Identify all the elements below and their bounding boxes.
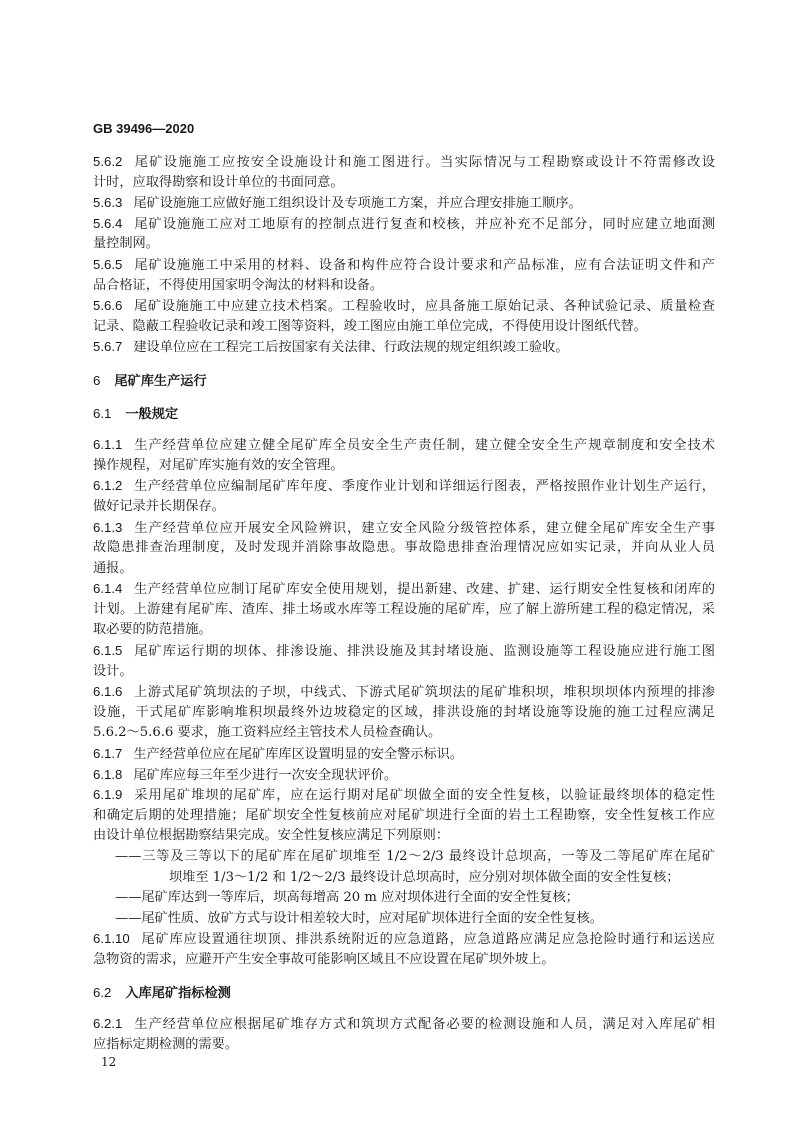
line-text: 生产经营单位应开展安全风险辨识，建立安全风险分级管控体系，建立健全尾矿库安全生产事 (133, 520, 715, 536)
clause-6.2.1 (93, 1014, 715, 1055)
page-number: 12 (101, 1055, 117, 1069)
text-line (93, 296, 715, 317)
text-line (93, 152, 715, 173)
clause-number: 6.2.1 (93, 1016, 123, 1032)
text-line (93, 214, 715, 235)
clause-5.6.6 (93, 296, 715, 337)
text-line (93, 435, 715, 456)
clause-number: 6.2 (93, 984, 112, 1000)
line-text: 生产经营单位应制订尾矿库安全使用规划，提出新建、改建、扩建、运行期安全性复核和闭库的 (133, 582, 715, 598)
clause-number: 6.1.2 (93, 478, 123, 494)
line-text: 设施，干式尾矿库影响堆积坝最终外边坡稳定的区域，排洪设施的封堵设施等设施的施工过程应满足 (93, 704, 715, 720)
line-text: 上游式尾矿筑坝法的子坝，中线式、下游式尾矿筑坝法的尾矿堆积坝，堆积坝坝体内预埋的排渗 (133, 685, 715, 701)
text-line (93, 703, 715, 724)
clause-number: 6.1.4 (93, 581, 123, 597)
clause-6.1.10 (93, 929, 715, 970)
line-text: 应指标定期检测的需要。 (93, 1036, 239, 1052)
line-text: 生产经营单位应在尾矿库库区设置明显的安全警示标识。 (133, 747, 464, 763)
clause-6.1.7 (93, 744, 715, 765)
document-body (93, 152, 715, 1055)
line-text: 尾矿设施施工中应建立技术档案。工程验收时，应具备施工原始记录、各种试验记录、质量检查 (133, 299, 715, 315)
line-text: 急物资的需求，应避开产生安全事故可能影响区域且不应设置在尾矿坝外坡上。 (93, 951, 555, 967)
clause-6.1.4 (93, 579, 715, 641)
text-line (93, 476, 715, 497)
clause-5.6.3 (93, 193, 715, 214)
clause-6.1.3 (93, 518, 715, 580)
standard-code-header: GB 39496—2020 (93, 121, 195, 136)
clause-number: 5.6.4 (93, 215, 123, 231)
section-heading-6.2 (93, 983, 715, 1004)
text-line (93, 950, 715, 971)
line-text: 生产经营单位应编制尾矿库年度、季度作业计划和详细运行图表，严格按照作业计划生产运行， (133, 479, 715, 495)
text-line (93, 929, 715, 950)
clause-number: 6.1.6 (93, 684, 123, 700)
list-item (93, 888, 715, 909)
line-text: 生产经营单位应建立健全尾矿库全员安全生产责任制，建立健全安全生产规章制度和安全技术 (133, 438, 715, 454)
clause-number: 5.6.5 (93, 256, 123, 272)
line-text: 生产经营单位应根据尾矿堆存方式和筑坝方式配备必要的检测设施和人员，满足对入库尾矿相 (133, 1017, 715, 1033)
clause-5.6.2 (93, 152, 715, 193)
line-text: 计时，应取得勘察和设计单位的书面同意。 (93, 174, 344, 190)
text-line (93, 868, 715, 889)
text-line (93, 641, 715, 662)
section-heading-6.1 (93, 404, 715, 425)
clause-6.1.1 (93, 435, 715, 476)
clause-number: 6.1.3 (93, 519, 123, 535)
clause-number: 6.1.10 (93, 931, 130, 947)
text-line (93, 785, 715, 806)
line-text: 坝堆至 1/3～1/2 和 1/2～2/3 最终设计总坝高时，应分别对坝体做全面的安全性复核； (169, 869, 680, 885)
text-line (93, 579, 715, 600)
line-text: 入库尾矿指标检测 (125, 985, 231, 1001)
clause-number: 6 (93, 372, 101, 388)
line-text: 故隐患排查治理制度，及时发现并消除事故隐患。事故隐患排查治理情况应如实记录，并向从业人员 (93, 540, 715, 556)
text-line (93, 518, 715, 539)
line-text: 量控制网。 (93, 236, 159, 252)
text-line (93, 888, 715, 909)
text-line (93, 806, 715, 827)
line-text: 尾矿库运行期的坝体、排渗设施、排洪设施及其封堵设施、监测设施等工程设施应进行施工图 (133, 644, 715, 660)
clause-number: 5.6.3 (93, 195, 123, 211)
clause-number: 6.1 (93, 405, 112, 421)
text-line (93, 538, 715, 559)
line-text: 通报。 (93, 560, 133, 576)
line-text: 尾矿设施施工应对工地原有的控制点进行复查和校核，并应补充不足部分，同时应建立地面测 (133, 216, 715, 232)
line-text: 采用尾矿堆坝的尾矿库，应在运行期对尾矿坝做全面的安全性复核，以验证最终坝体的稳定性 (133, 788, 715, 804)
clause-number: 6.1.8 (93, 766, 123, 782)
text-line (93, 983, 715, 1004)
line-text: 建设单位应在工程完工后按国家有关法律、行政法规的规定组织竣工验收。 (133, 340, 569, 356)
text-line (93, 255, 715, 276)
line-text: 取必要的防范措施。 (93, 622, 212, 638)
text-line (93, 723, 715, 744)
text-line (93, 317, 715, 338)
clause-6.1.5 (93, 641, 715, 682)
text-line (93, 173, 715, 194)
clause-6.1.9 (93, 785, 715, 847)
line-text: 品合格证，不得使用国家明令淘汰的材料和设备。 (93, 277, 384, 293)
text-line (93, 371, 715, 392)
text-line (93, 456, 715, 477)
text-line (93, 276, 715, 297)
line-text: 和确定后期的处理措施；尾矿坝安全性复核前应对尾矿坝进行全面的岩土工程勘察，安全性复核工作应 (93, 807, 715, 823)
line-text: 尾矿库应设置通往坝顶、排洪系统附近的应急道路，应急道路应满足应急抢险时通行和运送应 (140, 932, 715, 948)
clause-number: 6.1.9 (93, 787, 123, 803)
text-line (93, 559, 715, 580)
text-line (93, 662, 715, 683)
clause-5.6.4 (93, 214, 715, 255)
line-text: 记录、隐蔽工程验收记录和竣工图等资料，竣工图应由施工单位完成，不得使用设计图纸代替。 (93, 318, 647, 334)
clause-5.6.7 (93, 337, 715, 358)
line-text: 尾矿设施施工应按安全设施设计和施工图进行。当实际情况与工程勘察或设计不符需修改设 (133, 155, 715, 170)
clause-6.1.8 (93, 765, 715, 786)
line-text: 由设计单位根据勘察结果完成。安全性复核应满足下列原则： (93, 828, 450, 844)
clause-number: 5.6.6 (93, 298, 123, 314)
text-line (93, 600, 715, 621)
text-line (93, 847, 715, 868)
line-text: 尾矿设施施工中采用的材料、设备和构件应符合设计要求和产品标准，应有合法证明文件和产 (133, 257, 715, 273)
text-line (93, 682, 715, 703)
clause-number: 6.1.7 (93, 746, 123, 762)
line-text: ——尾矿性质、放矿方式与设计相差较大时，应对尾矿坝体进行全面的安全性复核。 (115, 910, 603, 926)
line-text: 尾矿库生产运行 (114, 373, 207, 389)
line-text: 尾矿设施施工应做好施工组织设计及专项施工方案，并应合理安排施工顺序。 (133, 196, 582, 212)
text-line (93, 1014, 715, 1035)
text-line (93, 826, 715, 847)
line-text: ——三等及三等以下的尾矿库在尾矿坝堆至 1/2～2/3 最终设计总坝高，一等及二等尾矿库在尾矿 (115, 849, 715, 864)
clause-number: 5.6.2 (93, 154, 123, 169)
text-line (93, 744, 715, 765)
text-line (93, 620, 715, 641)
line-text: 一般规定 (125, 406, 179, 422)
line-text: 做好记录并长期保存。 (93, 498, 225, 514)
section-heading-6 (93, 371, 715, 392)
line-text: 操作规程，对尾矿库实施有效的安全管理。 (93, 457, 344, 473)
text-line (93, 497, 715, 518)
clause-number: 5.6.7 (93, 339, 123, 355)
list-item (93, 847, 715, 888)
clause-6.1.6 (93, 682, 715, 744)
line-text: 尾矿库应每三年至少进行一次安全现状评价。 (133, 767, 398, 783)
text-line (93, 1035, 715, 1056)
text-line (93, 765, 715, 786)
clause-number: 6.1.5 (93, 643, 123, 659)
text-line (93, 234, 715, 255)
line-text: ——尾矿库达到一等库后，坝高每增高 20 m 应对坝体进行全面的安全性复核； (115, 890, 579, 906)
clause-number: 6.1.1 (93, 437, 123, 453)
line-text: 5.6.2～5.6.6 要求，施工资料应经主管技术人员检查确认。 (93, 725, 442, 741)
text-line (93, 909, 715, 930)
line-text: 设计。 (93, 663, 133, 679)
text-line (93, 404, 715, 425)
line-text: 计划。上游建有尾矿库、渣库、排土场或水库等工程设施的尾矿库，应了解上游所建工程的稳定情况，采 (93, 601, 715, 617)
text-line (93, 193, 715, 214)
text-line (93, 337, 715, 358)
clause-5.6.5 (93, 255, 715, 296)
clause-6.1.2 (93, 476, 715, 517)
list-item (93, 909, 715, 930)
